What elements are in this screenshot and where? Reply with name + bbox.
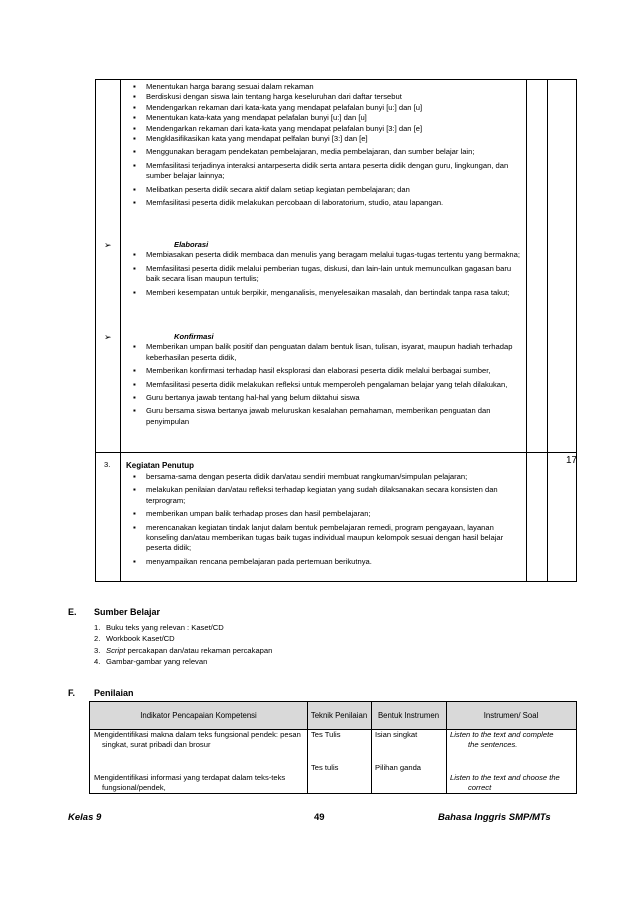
konfirmasi-block xyxy=(104,332,520,427)
penutup-title: Kegiatan Penutup xyxy=(126,461,195,470)
list-item: ▪ Menggunakan beragam pendekatan pembelajaran, media pembelajaran, dan sumber belajar lain; xyxy=(130,147,520,157)
cell-bentuk: Pilihan ganda xyxy=(375,763,422,772)
row-number: 3. xyxy=(104,460,111,469)
footer-class: Kelas 9 xyxy=(68,812,102,823)
cell-teknik: Tes Tulis xyxy=(311,730,341,739)
table-col-divider xyxy=(446,702,447,793)
elaborasi-title: Elaborasi xyxy=(174,240,209,249)
arrow-bullet-icon: ➢ xyxy=(104,332,112,342)
section-e-title: Sumber Belajar xyxy=(94,607,161,617)
cell-bentuk: Isian singkat xyxy=(375,730,418,739)
header-indikator: Indikator Pencapaian Kompetensi xyxy=(140,711,257,720)
footer-page-number: 49 xyxy=(314,812,325,823)
list-item: ▪ Memfasilitasi terjadinya interaksi antarpeserta didik serta antara peserta didik dengan guru, lingkungan, dan sumber belajar lainnya; xyxy=(130,161,520,182)
cell-teknik: Tes tulis xyxy=(311,763,339,772)
cell-instrumen: Listen to the text and complete the sentences. xyxy=(450,730,554,750)
list-item: ▪ menyampaikan rencana pembelajaran pada pertemuan berikutnya. xyxy=(130,557,520,567)
table-header xyxy=(90,702,576,730)
section-f-title: Penilaian xyxy=(94,688,134,698)
list-item: ▪ melakukan penilaian dan/atau refleksi terhadap kegiatan yang sudah dilaksanakan secara konsisten dan terprogram; xyxy=(130,485,520,506)
list-item: 3. Script percakapan dan/atau rekaman percakapan xyxy=(94,645,273,655)
footer-subject: Bahasa Inggris SMP/MTs xyxy=(438,812,551,823)
penutup-bullet-list xyxy=(130,472,520,567)
arrow-bullet-icon: ➢ xyxy=(104,240,112,250)
table-col-divider xyxy=(547,80,548,581)
list-item: ▪ Berdiskusi dengan siswa lain tentang harga keseluruhan dari daftar tersebut xyxy=(130,92,520,102)
penilaian-table xyxy=(89,701,577,794)
cell-instrumen: Listen to the text and choose the correct xyxy=(450,773,560,793)
list-item: ▪ Mendengarkan rekaman dari kata-kata yang mendapat pelafalan bunyi [3:] dan [e] xyxy=(130,124,520,134)
list-item: 1. Buku teks yang relevan : Kaset/CD xyxy=(94,623,224,632)
list-item: ▪ Memberikan konfirmasi terhadap hasil eksplorasi dan elaborasi peserta didik melalui berbagai sumber, xyxy=(130,366,520,376)
page-marker: 17 xyxy=(566,455,578,466)
list-item: ▪ merencanakan kegiatan tindak lanjut dalam bentuk pembelajaran remedi, program pengayaan, layanan konseling dan/atau memberikan tugas baik tugas individual maupun kelompok sesuai dengan hasil belajar peserta didik; xyxy=(130,523,520,554)
section-f-letter: F. xyxy=(68,688,76,698)
activity-table xyxy=(95,79,577,582)
header-bentuk: Bentuk Instrumen xyxy=(377,711,440,720)
list-item: ▪ Memfasilitasi peserta didik melalui pemberian tugas, diskusi, dan lain-lain untuk memunculkan gagasan baru baik secara lisan maupun tertulis; xyxy=(130,264,520,285)
list-item: ▪ Memfasilitasi peserta didik melakukan refleksi untuk memperoleh pengalaman belajar yang telah dilakukan, xyxy=(130,380,520,390)
section-e-letter: E. xyxy=(68,607,77,617)
elaborasi-block xyxy=(104,240,520,298)
table-col-divider xyxy=(120,80,121,581)
list-item: ▪ Membiasakan peserta didik membaca dan menulis yang beragam melalui tugas-tugas tertentu yang bermakna; xyxy=(130,250,520,260)
list-item: ▪ Memberi kesempatan untuk berpikir, menganalisis, menyelesaikan masalah, dan bertindak tanpa rasa takut; xyxy=(130,288,520,298)
header-instrumen: Instrumen/ Soal xyxy=(483,711,539,720)
list-item: ▪ Melibatkan peserta didik secara aktif dalam setiap kegiatan pembelajaran; dan xyxy=(130,185,520,195)
list-item: ▪ Menentukan harga barang sesuai dalam rekaman xyxy=(130,82,520,92)
list-item: ▪ Mengklasifikasikan kata yang mendapat pelfalan bunyi [3:] dan [e] xyxy=(130,134,520,144)
cell-indikator: Mengidentifikasi makna dalam teks fungsional pendek: pesan singkat, surat pribadi dan brosur xyxy=(94,730,301,750)
table-col-divider xyxy=(307,702,308,793)
header-teknik: Teknik Penilaian xyxy=(310,711,368,720)
list-item: ▪ Guru bertanya jawab tentang hal-hal yang belum diktahui siswa xyxy=(130,393,520,403)
list-item: ▪ Mendengarkan rekaman dari kata-kata yang mendapat pelafalan bunyi [u:] dan [u] xyxy=(130,103,520,113)
list-item: ▪ bersama-sama dengan peserta didik dan/atau sendiri membuat rangkuman/simpulan pelajaran; xyxy=(130,472,520,482)
list-item: ▪ memberikan umpan balik terhadap proses dan hasil pembelajaran; xyxy=(130,509,520,519)
konfirmasi-title: Konfirmasi xyxy=(174,332,214,341)
cell-indikator: Mengidentifikasi informasi yang terdapat dalam teks-teks fungsional/pendek, xyxy=(94,773,286,793)
sumber-belajar-list xyxy=(94,622,272,667)
list-item: 2. Workbook Kaset/CD xyxy=(94,634,175,644)
list-item: ▪ Memberikan umpan balik positif dan penguatan dalam bentuk lisan, tulisan, isyarat, maupun hadiah terhadap keberhasilan peserta didik, xyxy=(130,342,520,363)
table-col-divider xyxy=(526,80,527,581)
table-row-divider xyxy=(96,452,576,453)
list-item: 4. Gambar-gambar yang relevan xyxy=(94,656,208,666)
list-item: ▪ Memfasilitasi peserta didik melakukan percobaan di laboratorium, studio, atau lapangan. xyxy=(130,198,520,208)
table-col-divider xyxy=(371,702,372,793)
list-item: ▪ Guru bersama siswa bertanya jawab meluruskan kesalahan pemahaman, memberikan penguatan dan penyimpulan xyxy=(130,406,520,427)
top-bullet-list xyxy=(130,82,520,208)
list-item: ▪ Menentukan kata-kata yang mendapat pelafalan bunyi [u:] dan [u] xyxy=(130,113,520,123)
